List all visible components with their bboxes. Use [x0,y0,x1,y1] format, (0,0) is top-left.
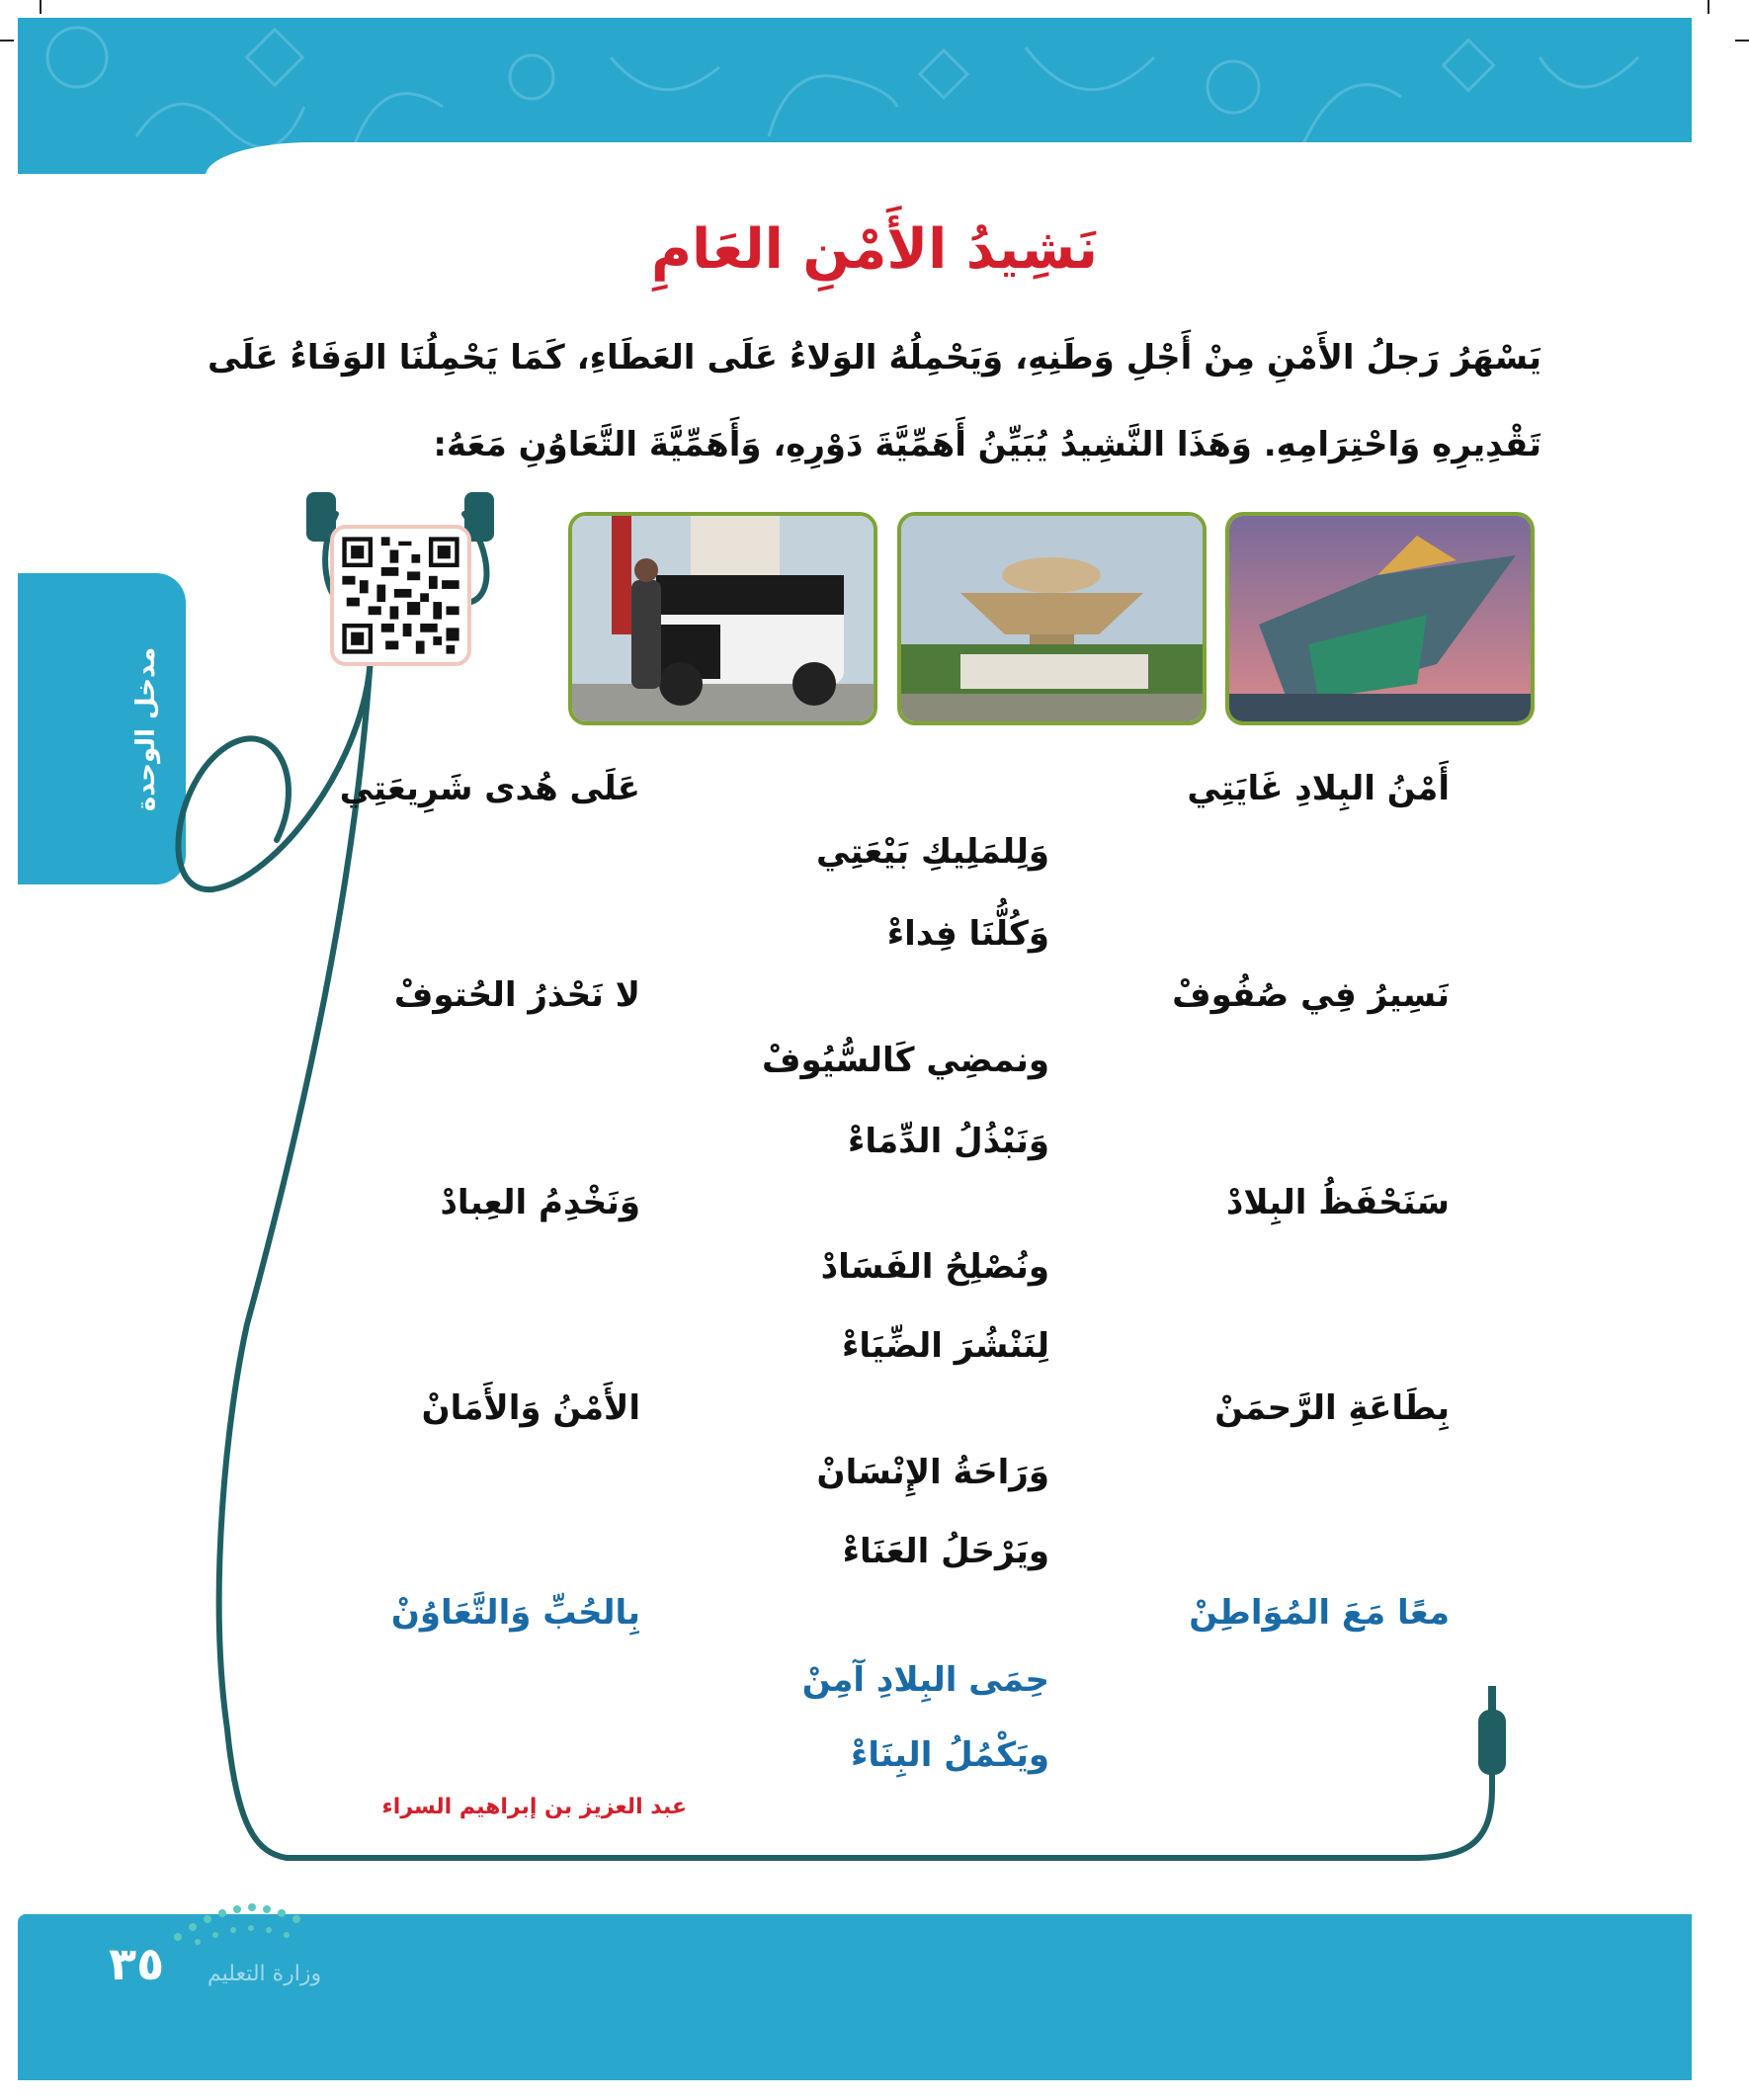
ministry-logo-text: وزارة التعليم [208,1962,322,1986]
verse-left-2: لا نَحْذرُ الحُتوفْ [393,975,640,1015]
verse-mid-4b: ويَرْحَلُ العَنَاءْ [842,1532,1049,1571]
header-pattern [18,18,1692,174]
verse-right-2: نَسِيرُ فِي صُفُوفْ [1172,975,1450,1015]
unit-side-tab[interactable] [18,573,186,884]
verse-right-4: بِطَاعَةِ الرَّحمَنْ [1214,1388,1450,1428]
verse-mid-3a: ونُصْلِحُ الفَسَادْ [820,1247,1049,1287]
verse-right-5: معًا مَعَ المُوَاطِنْ [1189,1593,1450,1633]
verse-right-3: سَنَحْفَظُ البِلادْ [1225,1183,1450,1222]
verse-mid-3b: لِنَنْشُرَ الضِّيَاءْ [841,1326,1049,1366]
poet-name: عبد العزيز بن إبراهيم السراء [381,1795,687,1819]
verse-left-1: عَلَى هُدى شَرِيعَتِي [339,769,640,808]
verse-mid-1a: وَلِلمَلِيكِ بَيْعَتِي [816,832,1049,872]
verse-mid-5b: ويَكْمُلُ البِنَاءْ [851,1735,1049,1775]
verse-left-3: وَنَخْدِمُ العِبادْ [440,1183,640,1222]
police-car-image [572,516,874,721]
qr-pattern [338,533,463,658]
verse-left-5: بِالحُبِّ وَالتَّعَاوُنْ [390,1593,640,1633]
verse-right-1: أَمْنُ البِلادِ غَايَتِي [1187,769,1450,808]
intro-paragraph: يَسْهَرُ رَجلُ الأَمْنِ مِنْ أَجْلِ وَطَنِهِ، وَيَحْمِلُهُ الوَلاءُ عَلَى العَطَاءِ، كَمَا يَحْمِلُنَا الوَفَاءُ عَلَى تَقْدِيرِهِ وَاحْتِرَامِهِ. وَهَذَا النَّشِيدُ يُبَيِّنُ أَهَمِّيَّةَ دَوْرِهِ، وَأَهَمِّيَّةَ التَّعَاوُنِ مَعَهُ: [208,338,1541,464]
verse-mid-4a: وَرَاحَةُ الإِنْسَانْ [816,1453,1049,1492]
verse-mid-5a: حِمَى البِلادِ آمِنْ [801,1660,1049,1700]
page-number: ٣٥ [109,1937,165,1990]
ministry-building-image [901,516,1203,721]
page-title: نَشِيدُ الأَمْنِ العَامِ [650,217,1099,282]
verse-mid-1b: وَكُلُّنَا فِداءْ [886,914,1049,954]
verse-mid-2b: وَنَبْذُلُ الدِّمَاءْ [847,1122,1049,1161]
header-band [18,18,1692,174]
photo-ministry-building [897,512,1207,725]
landmark-building-image [1229,516,1531,721]
qr-code[interactable] [330,525,471,666]
photo-police-car [568,512,877,725]
ministry-logo-dots [168,1897,336,1957]
side-tab-label: مدخل الوحدة [131,646,161,812]
verse-mid-2a: ونمضِي كَالسُّيُوفْ [761,1041,1049,1080]
photo-landmark-building [1225,512,1535,725]
verse-left-4: الأَمْنُ وَالأَمَانْ [421,1388,640,1428]
